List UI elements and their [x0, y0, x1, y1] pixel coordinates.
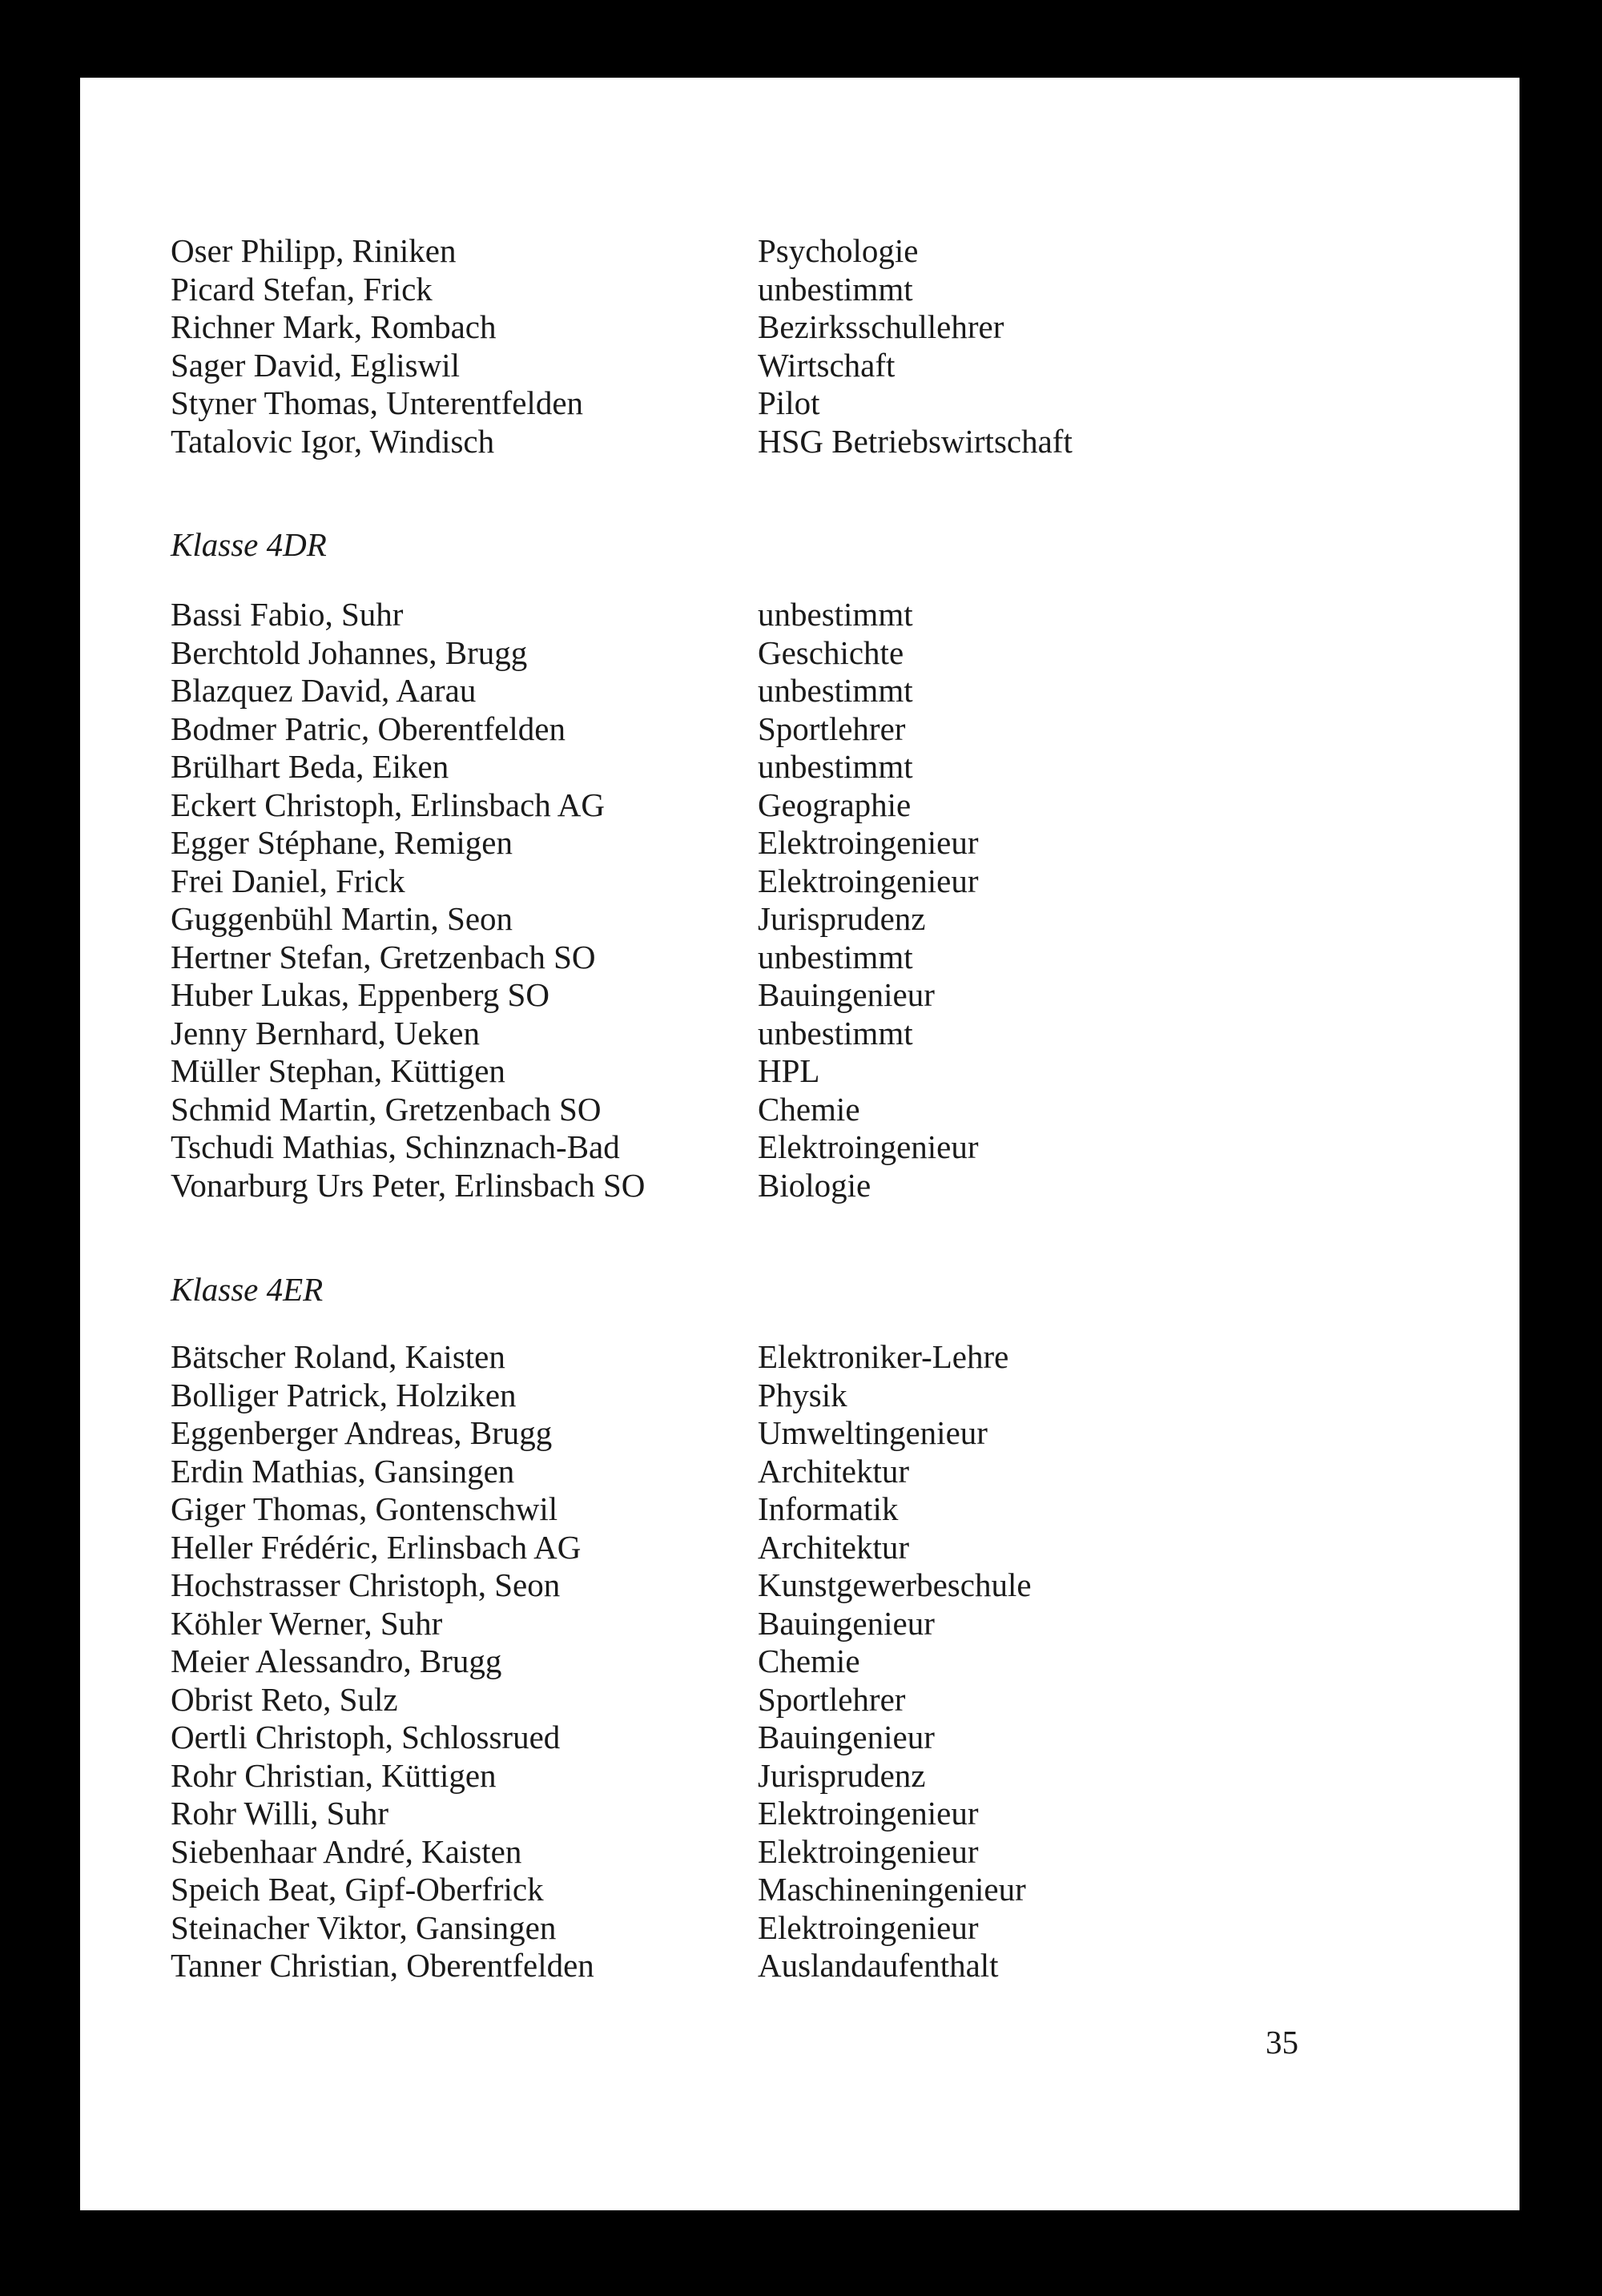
- study-field: Jurisprudenz: [758, 1756, 926, 1794]
- student-list-4dr: [171, 596, 1372, 1204]
- list-item: [171, 271, 1372, 309]
- student-name: Egger Stéphane, Remigen: [171, 824, 513, 861]
- study-field: unbestimmt: [758, 672, 913, 709]
- study-field: Architektur: [758, 1528, 909, 1566]
- study-field: Maschineningenieur: [758, 1871, 1026, 1908]
- student-name: Styner Thomas, Unterentfelden: [171, 384, 584, 421]
- study-field: Bauingenieur: [758, 1719, 935, 1755]
- study-field: Pilot: [758, 384, 820, 421]
- student-list-continued: [171, 232, 1372, 460]
- student-name: Eckert Christoph, Erlinsbach AG: [171, 786, 606, 823]
- student-name: Blazquez David, Aarau: [171, 672, 477, 709]
- list-item: [171, 1757, 1372, 1795]
- study-field: Sportlehrer: [758, 710, 906, 747]
- student-name: Meier Alessandro, Brugg: [171, 1643, 502, 1679]
- list-item: [171, 1643, 1372, 1681]
- study-field: Biologie: [758, 1166, 871, 1204]
- list-item: [171, 824, 1372, 863]
- list-item: [171, 1091, 1372, 1129]
- class-heading-4er: Klasse 4ER: [171, 1271, 324, 1308]
- study-field: unbestimmt: [758, 748, 913, 785]
- study-field: Bauingenieur: [758, 1604, 935, 1642]
- list-item: [171, 1529, 1372, 1567]
- study-field: Elektroingenieur: [758, 1908, 979, 1946]
- student-name: Sager David, Egliswil: [171, 346, 460, 384]
- student-name: Guggenbühl Martin, Seon: [171, 900, 513, 937]
- list-item: [171, 1566, 1372, 1605]
- study-field: Elektroingenieur: [758, 1832, 979, 1870]
- student-name: Speich Beat, Gipf-Oberfrick: [171, 1871, 544, 1908]
- student-name: Heller Frédéric, Erlinsbach AG: [171, 1528, 582, 1566]
- list-item: [171, 1947, 1372, 1985]
- study-field: Bezirksschullehrer: [758, 308, 1004, 345]
- student-name: Rohr Willi, Suhr: [171, 1795, 389, 1832]
- document-page: [80, 78, 1519, 2210]
- student-name: Giger Thomas, Gontenschwil: [171, 1490, 558, 1527]
- list-item: [171, 1909, 1372, 1948]
- study-field: Wirtschaft: [758, 346, 896, 384]
- study-field: Elektroingenieur: [758, 824, 979, 861]
- list-item: [171, 939, 1372, 977]
- list-item: [171, 1490, 1372, 1529]
- study-field: Geographie: [758, 786, 912, 823]
- student-name: Berchtold Johannes, Brugg: [171, 633, 528, 671]
- student-name: Köhler Werner, Suhr: [171, 1604, 443, 1642]
- student-name: Eggenberger Andreas, Brugg: [171, 1414, 553, 1451]
- student-name: Oser Philipp, Riniken: [171, 232, 457, 269]
- student-name: Hertner Stefan, Gretzenbach SO: [171, 938, 596, 975]
- study-field: Psychologie: [758, 232, 919, 269]
- student-name: Bodmer Patric, Oberentfelden: [171, 710, 566, 747]
- list-item: [171, 976, 1372, 1015]
- list-item: [171, 1052, 1372, 1091]
- list-item: [171, 1605, 1372, 1643]
- list-item: [171, 1167, 1372, 1205]
- student-name: Bassi Fabio, Suhr: [171, 596, 404, 633]
- list-item: [171, 1015, 1372, 1053]
- list-item: [171, 863, 1372, 901]
- list-item: [171, 1719, 1372, 1757]
- list-item: [171, 1681, 1372, 1719]
- study-field: HPL: [758, 1052, 820, 1089]
- list-item: [171, 786, 1372, 825]
- list-item: [171, 1338, 1372, 1377]
- list-item: [171, 308, 1372, 347]
- study-field: HSG Betriebswirtschaft: [758, 422, 1073, 460]
- study-field: Umweltingenieur: [758, 1414, 988, 1451]
- list-item: [171, 634, 1372, 673]
- student-list-4er: [171, 1338, 1372, 1985]
- list-item: [171, 596, 1372, 634]
- student-name: Richner Mark, Rombach: [171, 308, 497, 345]
- student-name: Tschudi Mathias, Schinznach-Bad: [171, 1128, 620, 1165]
- study-field: Elektroingenieur: [758, 862, 979, 899]
- student-name: Bolliger Patrick, Holziken: [171, 1376, 517, 1413]
- study-field: Geschichte: [758, 633, 904, 671]
- student-name: Jenny Bernhard, Ueken: [171, 1014, 480, 1051]
- study-field: unbestimmt: [758, 938, 913, 975]
- student-name: Tatalovic Igor, Windisch: [171, 422, 495, 460]
- study-field: Architektur: [758, 1452, 909, 1490]
- study-field: Chemie: [758, 1643, 860, 1679]
- list-item: [171, 1377, 1372, 1415]
- list-item: [171, 1871, 1372, 1909]
- student-name: Steinacher Viktor, Gansingen: [171, 1908, 557, 1946]
- study-field: Kunstgewerbeschule: [758, 1566, 1032, 1603]
- student-name: Obrist Reto, Sulz: [171, 1680, 398, 1718]
- study-field: Informatik: [758, 1490, 899, 1527]
- list-item: [171, 748, 1372, 786]
- list-item: [171, 1128, 1372, 1167]
- student-name: Hochstrasser Christoph, Seon: [171, 1566, 561, 1603]
- list-item: [171, 1795, 1372, 1833]
- study-field: Elektroingenieur: [758, 1128, 979, 1165]
- list-item: [171, 384, 1372, 423]
- student-name: Rohr Christian, Küttigen: [171, 1756, 497, 1794]
- list-item: [171, 672, 1372, 710]
- list-item: [171, 1414, 1372, 1453]
- student-name: Bätscher Roland, Kaisten: [171, 1338, 505, 1375]
- list-item: [171, 423, 1372, 461]
- list-item: [171, 1833, 1372, 1872]
- list-item: [171, 347, 1372, 385]
- student-name: Schmid Martin, Gretzenbach SO: [171, 1090, 602, 1128]
- study-field: Physik: [758, 1376, 847, 1413]
- list-item: [171, 710, 1372, 749]
- study-field: Bauingenieur: [758, 976, 935, 1013]
- study-field: Auslandaufenthalt: [758, 1947, 999, 1984]
- list-item: [171, 232, 1372, 271]
- student-name: Brülhart Beda, Eiken: [171, 748, 449, 785]
- study-field: unbestimmt: [758, 270, 913, 308]
- student-name: Müller Stephan, Küttigen: [171, 1052, 505, 1089]
- list-item: [171, 900, 1372, 939]
- study-field: unbestimmt: [758, 1014, 913, 1051]
- study-field: Chemie: [758, 1090, 860, 1128]
- class-heading-4dr: Klasse 4DR: [171, 526, 327, 563]
- student-name: Siebenhaar André, Kaisten: [171, 1832, 522, 1870]
- study-field: unbestimmt: [758, 596, 913, 633]
- study-field: Elektroniker-Lehre: [758, 1338, 1009, 1375]
- student-name: Tanner Christian, Oberentfelden: [171, 1947, 594, 1984]
- list-item: [171, 1453, 1372, 1491]
- student-name: Oertli Christoph, Schlossrued: [171, 1719, 561, 1755]
- study-field: Jurisprudenz: [758, 900, 926, 937]
- student-name: Picard Stefan, Frick: [171, 270, 433, 308]
- study-field: Sportlehrer: [758, 1680, 906, 1718]
- student-name: Vonarburg Urs Peter, Erlinsbach SO: [171, 1166, 646, 1204]
- study-field: Elektroingenieur: [758, 1795, 979, 1832]
- student-name: Erdin Mathias, Gansingen: [171, 1452, 515, 1490]
- student-name: Huber Lukas, Eppenberg SO: [171, 976, 549, 1013]
- page-number: 35: [1266, 2024, 1298, 2061]
- student-name: Frei Daniel, Frick: [171, 862, 405, 899]
